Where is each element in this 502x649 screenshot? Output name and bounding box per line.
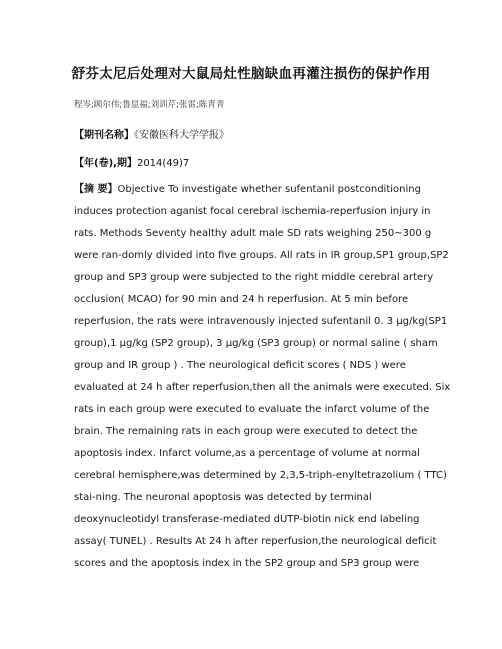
authors: 程岑;顾尔伟;鲁显福;刘训芹;张雷;陈青青 [74,100,225,110]
abstract-line: rats in each group were executed to evaluate the infarct volume of the [74,404,430,415]
abstract-line: scores and the apoptosis index in the SP2 group and SP3 group were [74,558,420,569]
abstract-line: induces protection aganist focal cerebral ischemia-reperfusion injury in [74,206,431,217]
abstract [74,179,451,575]
abstract-line: group and IR group ) . The neurological deficit scores ( NDS ) were [74,360,406,371]
abstract-line: brain. The remaining rats in each group were executed to detect the [74,426,418,437]
article-title: 舒芬太尼后处理对大鼠局灶性脑缺血再灌注损伤的保护作用 [71,66,431,82]
abstract-line: deoxynucleotidyl transferase-mediated dUTP-biotin nick end labeling [74,514,420,525]
abstract-line: evaluated at 24 h after reperfusion,then all the animals were executed. Six [74,382,451,393]
abstract-line: were ran-domly divided into five groups. All rats in IR group,SP1 group,SP2 [74,250,449,261]
journal-row [74,126,229,141]
abstract-line: 【摘 要】Objective To investigate whether sufentanil postconditioning [74,184,421,195]
abstract-line: cerebral hemisphere,was determined by 2,3,5-triph-enyltetrazolium ( TTC) [74,470,447,481]
year-issue-label: 【年(卷),期】 [74,158,137,169]
abstract-line: occlusion( MCAO) for 90 min and 24 h reperfusion. At 5 min before [74,294,409,305]
journal-name: 《安徽医科大学学报》 [134,130,229,141]
abstract-line: stai-ning. The neuronal apoptosis was detected by terminal [74,492,372,503]
abstract-line: rats. Methods Seventy healthy adult male SD rats weighing 250~300 g [74,228,432,239]
abstract-line: assay( TUNEL) . Results At 24 h after reperfusion,the neurological deficit [74,536,437,547]
year-issue-row [74,154,189,169]
abstract-label: 【摘 要】 [74,184,118,195]
abstract-line: reperfusion, the rats were intravenously injected sufentanil 0. 3 μg/kg(SP1 [74,316,448,327]
year-issue-value: 2014(49)7 [136,158,190,169]
abstract-line: group),1 μg/kg (SP2 group), 3 μg/kg (SP3 group) or normal saline ( sham [74,338,438,349]
journal-label: 【期刊名称】 [74,130,134,141]
abstract-line: apoptosis index. Infarct volume,as a percentage of volume at normal [74,448,420,459]
abstract-line: group and SP3 group were subjected to the right middle cerebral artery [74,272,434,283]
